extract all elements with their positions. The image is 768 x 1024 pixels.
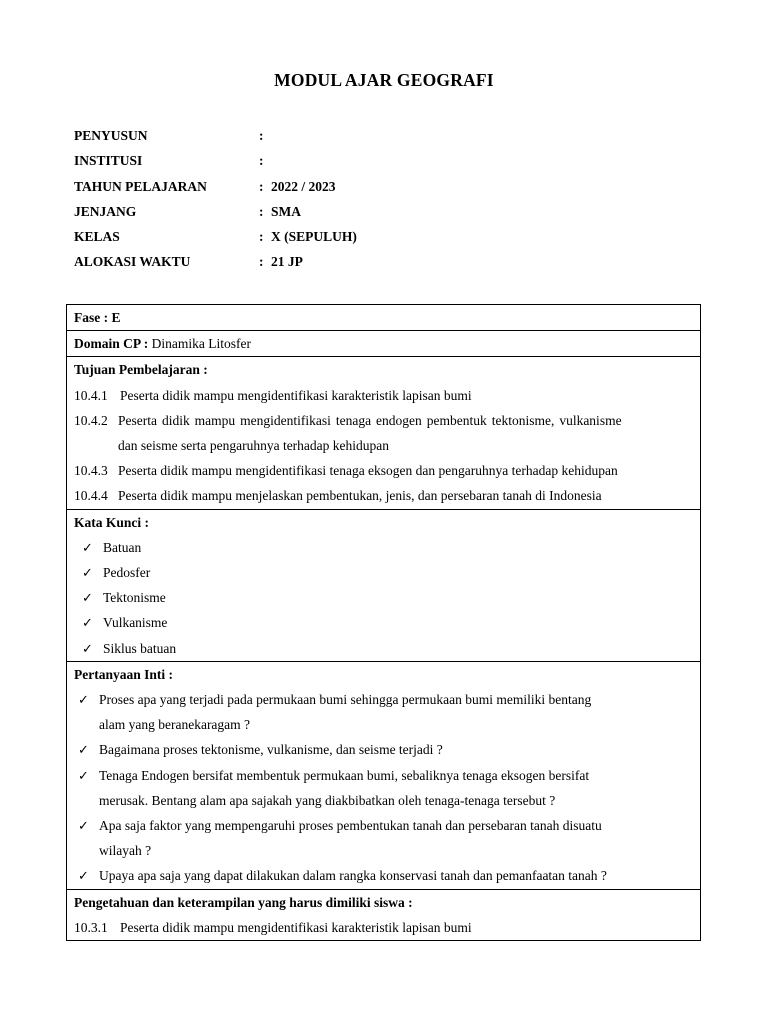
- keyword-item: [74, 610, 693, 635]
- tujuan-item: [74, 483, 693, 508]
- pengetahuan-text: Peserta didik mampu mengidentifikasi karakteristik lapisan bumi: [120, 919, 472, 935]
- meta-colon: :: [259, 203, 264, 219]
- question-line: alam yang beranekaragam ?: [99, 717, 251, 733]
- meta-colon: :: [259, 128, 264, 143]
- keyword-text: Pedosfer: [103, 564, 151, 580]
- tujuan-text: Peserta didik mampu menjelaskan pembentukan, jenis, dan persebaran tanah di Indonesia: [118, 488, 602, 504]
- keyword-item: [74, 585, 693, 610]
- pengetahuan-code: 10.3.1: [74, 919, 108, 935]
- tujuan-code: 10.4.4: [74, 488, 108, 504]
- tujuan-item: [74, 383, 693, 408]
- meta-row-alokasi: [74, 252, 357, 277]
- meta-row-tahun: [74, 177, 357, 202]
- checkmark-icon: ✓: [82, 640, 93, 656]
- question-item: [74, 763, 693, 813]
- kata-kunci-section: [67, 510, 700, 662]
- meta-row-institusi: [74, 151, 357, 176]
- meta-label: ALOKASI WAKTU: [74, 254, 191, 270]
- pengetahuan-item: [74, 915, 693, 940]
- keyword-text: Batuan: [103, 539, 142, 555]
- tujuan-text-continued: dan seisme serta pengaruhnya terhadap kehidupan: [118, 437, 390, 453]
- meta-label: PENYUSUN: [74, 128, 148, 143]
- question-line: wilayah ?: [99, 843, 152, 859]
- question-line: Upaya apa saja yang dapat dilakukan dalam rangka konservasi tanah dan pemanfaatan tanah ?: [99, 868, 607, 884]
- tujuan-code: 10.4.2: [74, 412, 108, 428]
- keyword-item: [74, 535, 693, 560]
- meta-label: TAHUN PELAJARAN: [74, 178, 207, 194]
- meta-colon: :: [259, 178, 264, 194]
- meta-colon: :: [259, 229, 264, 245]
- meta-value: X (SEPULUH): [271, 229, 357, 245]
- domain-line: [74, 331, 693, 356]
- tujuan-text: Peserta didik mampu mengidentifikasi tenaga eksogen dan pengaruhnya terhadap kehidupan: [118, 463, 618, 479]
- pengetahuan-heading: Pengetahuan dan keterampilan yang harus dimiliki siswa :: [74, 894, 413, 910]
- domain-section: [67, 331, 700, 357]
- keyword-text: Vulkanisme: [103, 615, 168, 631]
- tujuan-code: 10.4.1: [74, 387, 108, 403]
- pertanyaan-heading: Pertanyaan Inti :: [74, 666, 173, 682]
- question-item: [74, 863, 693, 888]
- meta-row-jenjang: [74, 202, 357, 227]
- question-line: Proses apa yang terjadi pada permukaan bumi sehingga permukaan bumi memiliki bentang: [99, 691, 592, 707]
- tujuan-item: [74, 458, 693, 483]
- checkmark-icon: ✓: [78, 817, 89, 833]
- keyword-item: [74, 560, 693, 585]
- domain-value: Dinamika Litosfer: [151, 336, 251, 352]
- checkmark-icon: ✓: [78, 868, 89, 884]
- meta-value: 21 JP: [271, 254, 303, 270]
- identity-block: [74, 126, 357, 278]
- meta-colon: :: [259, 254, 264, 270]
- checkmark-icon: ✓: [78, 691, 89, 707]
- meta-value: 2022 / 2023: [271, 178, 336, 194]
- meta-row-kelas: [74, 227, 357, 252]
- keyword-item: [74, 636, 693, 661]
- meta-label: KELAS: [74, 229, 120, 245]
- fase-value: E: [111, 310, 121, 325]
- tujuan-heading: Tujuan Pembelajaran :: [74, 362, 208, 378]
- pengetahuan-section: [67, 890, 700, 940]
- meta-value: SMA: [271, 203, 301, 219]
- checkmark-icon: ✓: [78, 767, 89, 783]
- document-title: MODUL AJAR GEOGRAFI: [274, 70, 494, 90]
- keyword-text: Siklus batuan: [103, 640, 177, 656]
- module-table: [66, 304, 701, 941]
- checkmark-icon: ✓: [78, 742, 89, 758]
- tujuan-section: [67, 357, 700, 509]
- meta-label: INSTITUSI: [74, 153, 143, 169]
- fase-line: [74, 305, 693, 330]
- kata-kunci-heading: Kata Kunci :: [74, 514, 150, 530]
- question-line: Apa saja faktor yang mempengaruhi proses pembentukan tanah dan persebaran tanah disuatu: [99, 817, 602, 833]
- meta-label: JENJANG: [74, 203, 137, 219]
- meta-row-penyusun: [74, 126, 357, 151]
- meta-colon: :: [259, 153, 264, 169]
- checkmark-icon: ✓: [82, 564, 93, 580]
- tujuan-item: [74, 408, 693, 433]
- pertanyaan-section: [67, 662, 700, 890]
- checkmark-icon: ✓: [82, 590, 93, 606]
- question-line: merusak. Bentang alam apa sajakah yang diakbibatkan oleh tenaga-tenaga tersebut ?: [99, 792, 556, 808]
- question-item: [74, 737, 693, 762]
- checkmark-icon: ✓: [82, 539, 93, 555]
- tujuan-code: 10.4.3: [74, 463, 108, 479]
- question-item: [74, 813, 693, 863]
- tujuan-text: Peserta didik mampu mengidentifikasi tenaga endogen pembentuk tektonisme, vulkanisme: [118, 412, 622, 428]
- checkmark-icon: ✓: [82, 615, 93, 631]
- question-item: [74, 687, 693, 737]
- tujuan-text: Peserta didik mampu mengidentifikasi karakteristik lapisan bumi: [120, 387, 472, 403]
- fase-label: Fase :: [74, 310, 109, 325]
- question-line: Bagaimana proses tektonisme, vulkanisme, dan seisme terjadi ?: [99, 742, 443, 758]
- domain-label: Domain CP :: [74, 336, 149, 352]
- fase-section: [67, 305, 700, 331]
- question-line: Tenaga Endogen bersifat membentuk permukaan bumi, sebaliknya tenaga eksogen bersifat: [99, 767, 590, 783]
- keyword-text: Tektonisme: [103, 590, 166, 606]
